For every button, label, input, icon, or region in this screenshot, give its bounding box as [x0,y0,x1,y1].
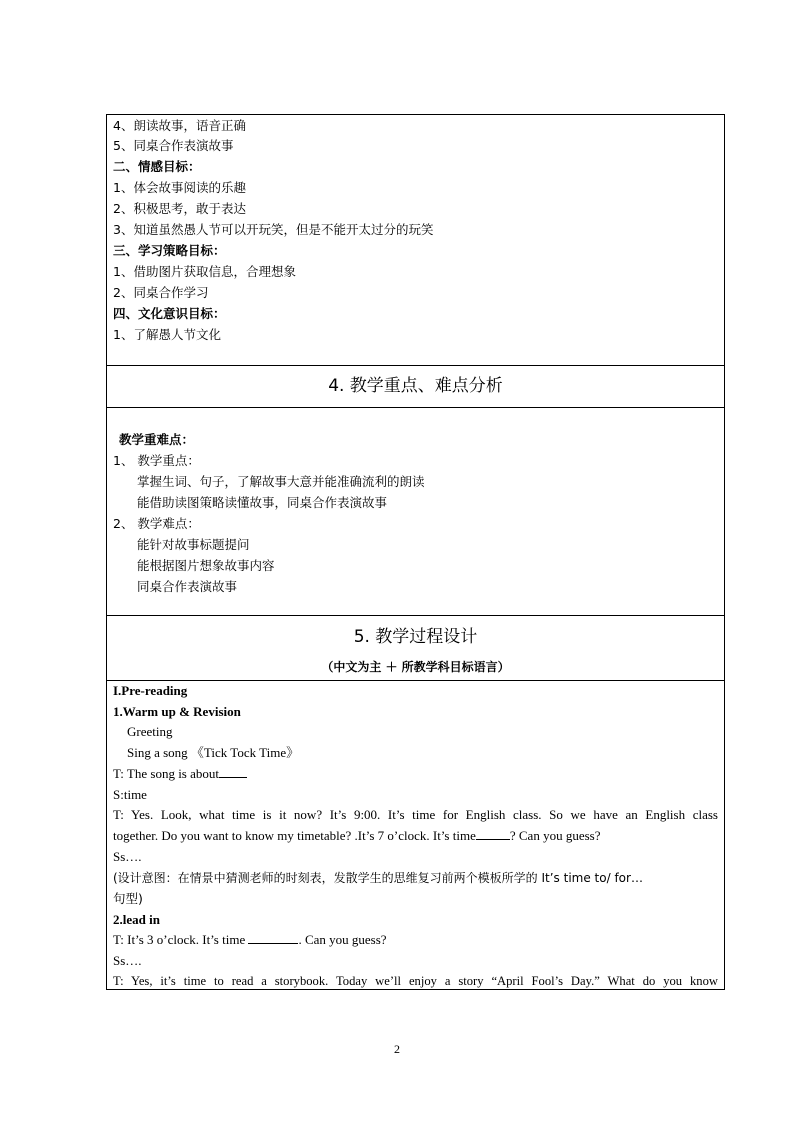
teacher-line-text: ? Can you guess? [509,828,601,843]
answer-blank [248,931,298,944]
song-about-text: T: The song is about [113,766,219,781]
objective-line: 5、同桌合作表演故事 [113,138,234,153]
objective-line: 2、同桌合作学习 [113,285,209,300]
lead-in-title: 2.lead in [113,912,160,927]
section5-heading: 5. 教学过程设计 [353,627,478,647]
students-line: Ss…. [113,849,142,864]
objective-line: 1、体会故事阅读的乐趣 [113,180,246,195]
answer-blank [219,765,247,778]
section5-heading-cell [107,616,724,681]
answer-blank [476,827,510,840]
objective-line: 3、知道虽然愚人节可以开玩笑，但是不能开太过分的玩笑 [113,222,434,237]
key-points-line: 1、 教学重点： [113,453,200,468]
students-line: Ss…. [113,953,142,968]
teacher-line [113,930,718,950]
key-points-line: 掌握生词、句子，了解故事大意并能准确流利的朗读 [137,474,425,489]
section5-subheading: （中文为主 ＋ 所教学科目标语言） [321,660,510,674]
key-points-title: 教学重难点： [119,432,195,447]
section4-heading: 4. 教学重点、难点分析 [328,376,503,396]
sing-song-line: Sing a song 《Tick Tock Time》 [127,745,300,760]
student-answer-line: S:time [113,787,147,802]
warm-up-title: 1.Warm up & Revision [113,704,241,719]
objective-line: 2、积极思考，敢于表达 [113,201,246,216]
difficulty-line: 能根据图片想象故事内容 [137,558,275,573]
objective-line: 4、朗读故事，语音正确 [113,118,246,133]
page-number: 2 [394,1042,400,1056]
design-intent-line: 句型) [113,891,143,906]
objective-line: 1、了解愚人节文化 [113,327,221,342]
lesson-plan-table [106,114,725,990]
teacher-line: T: Yes. Look, what time is it now? It’s 9:00. It’s time for English class. So we have an English class [113,807,718,822]
section4-heading-cell [107,366,724,408]
difficulty-line: 2、 教学难点： [113,516,200,531]
greeting-line: Greeting [127,724,173,739]
objective-line: 1、借助图片获取信息，合理想象 [113,264,296,279]
section5-content-cell [107,681,724,991]
pre-reading-title: I.Pre-reading [113,683,188,698]
key-points-line: 能借助读图策略读懂故事，同桌合作表演故事 [137,495,388,510]
objective-heading: 四、文化意识目标： [113,306,226,321]
teacher-line [113,826,718,846]
teacher-line-text: together. Do you want to know my timetable? .It’s 7 o’clock. It’s time [113,828,476,843]
design-intent-line: (设计意图：在情景中猜测老师的时刻表，发散学生的思维复习前两个模板所学的 It’s time to/ for… [113,871,643,885]
objective-heading: 二、情感目标： [113,159,201,174]
objectives-cell [107,115,724,366]
section4-content-cell [107,408,724,616]
difficulty-line: 能针对故事标题提问 [137,537,250,552]
teacher-line: T: Yes, it’s time to read a storybook. Today we’ll enjoy a story “April Fool’s Day.” What do you know [113,974,718,988]
song-about-line [113,764,718,784]
difficulty-line: 同桌合作表演故事 [137,579,238,594]
teacher-line-text: T: It’s 3 o’clock. It’s time [113,932,246,947]
objective-heading: 三、学习策略目标： [113,243,226,258]
teacher-line-text: . Can you guess? [298,932,387,947]
